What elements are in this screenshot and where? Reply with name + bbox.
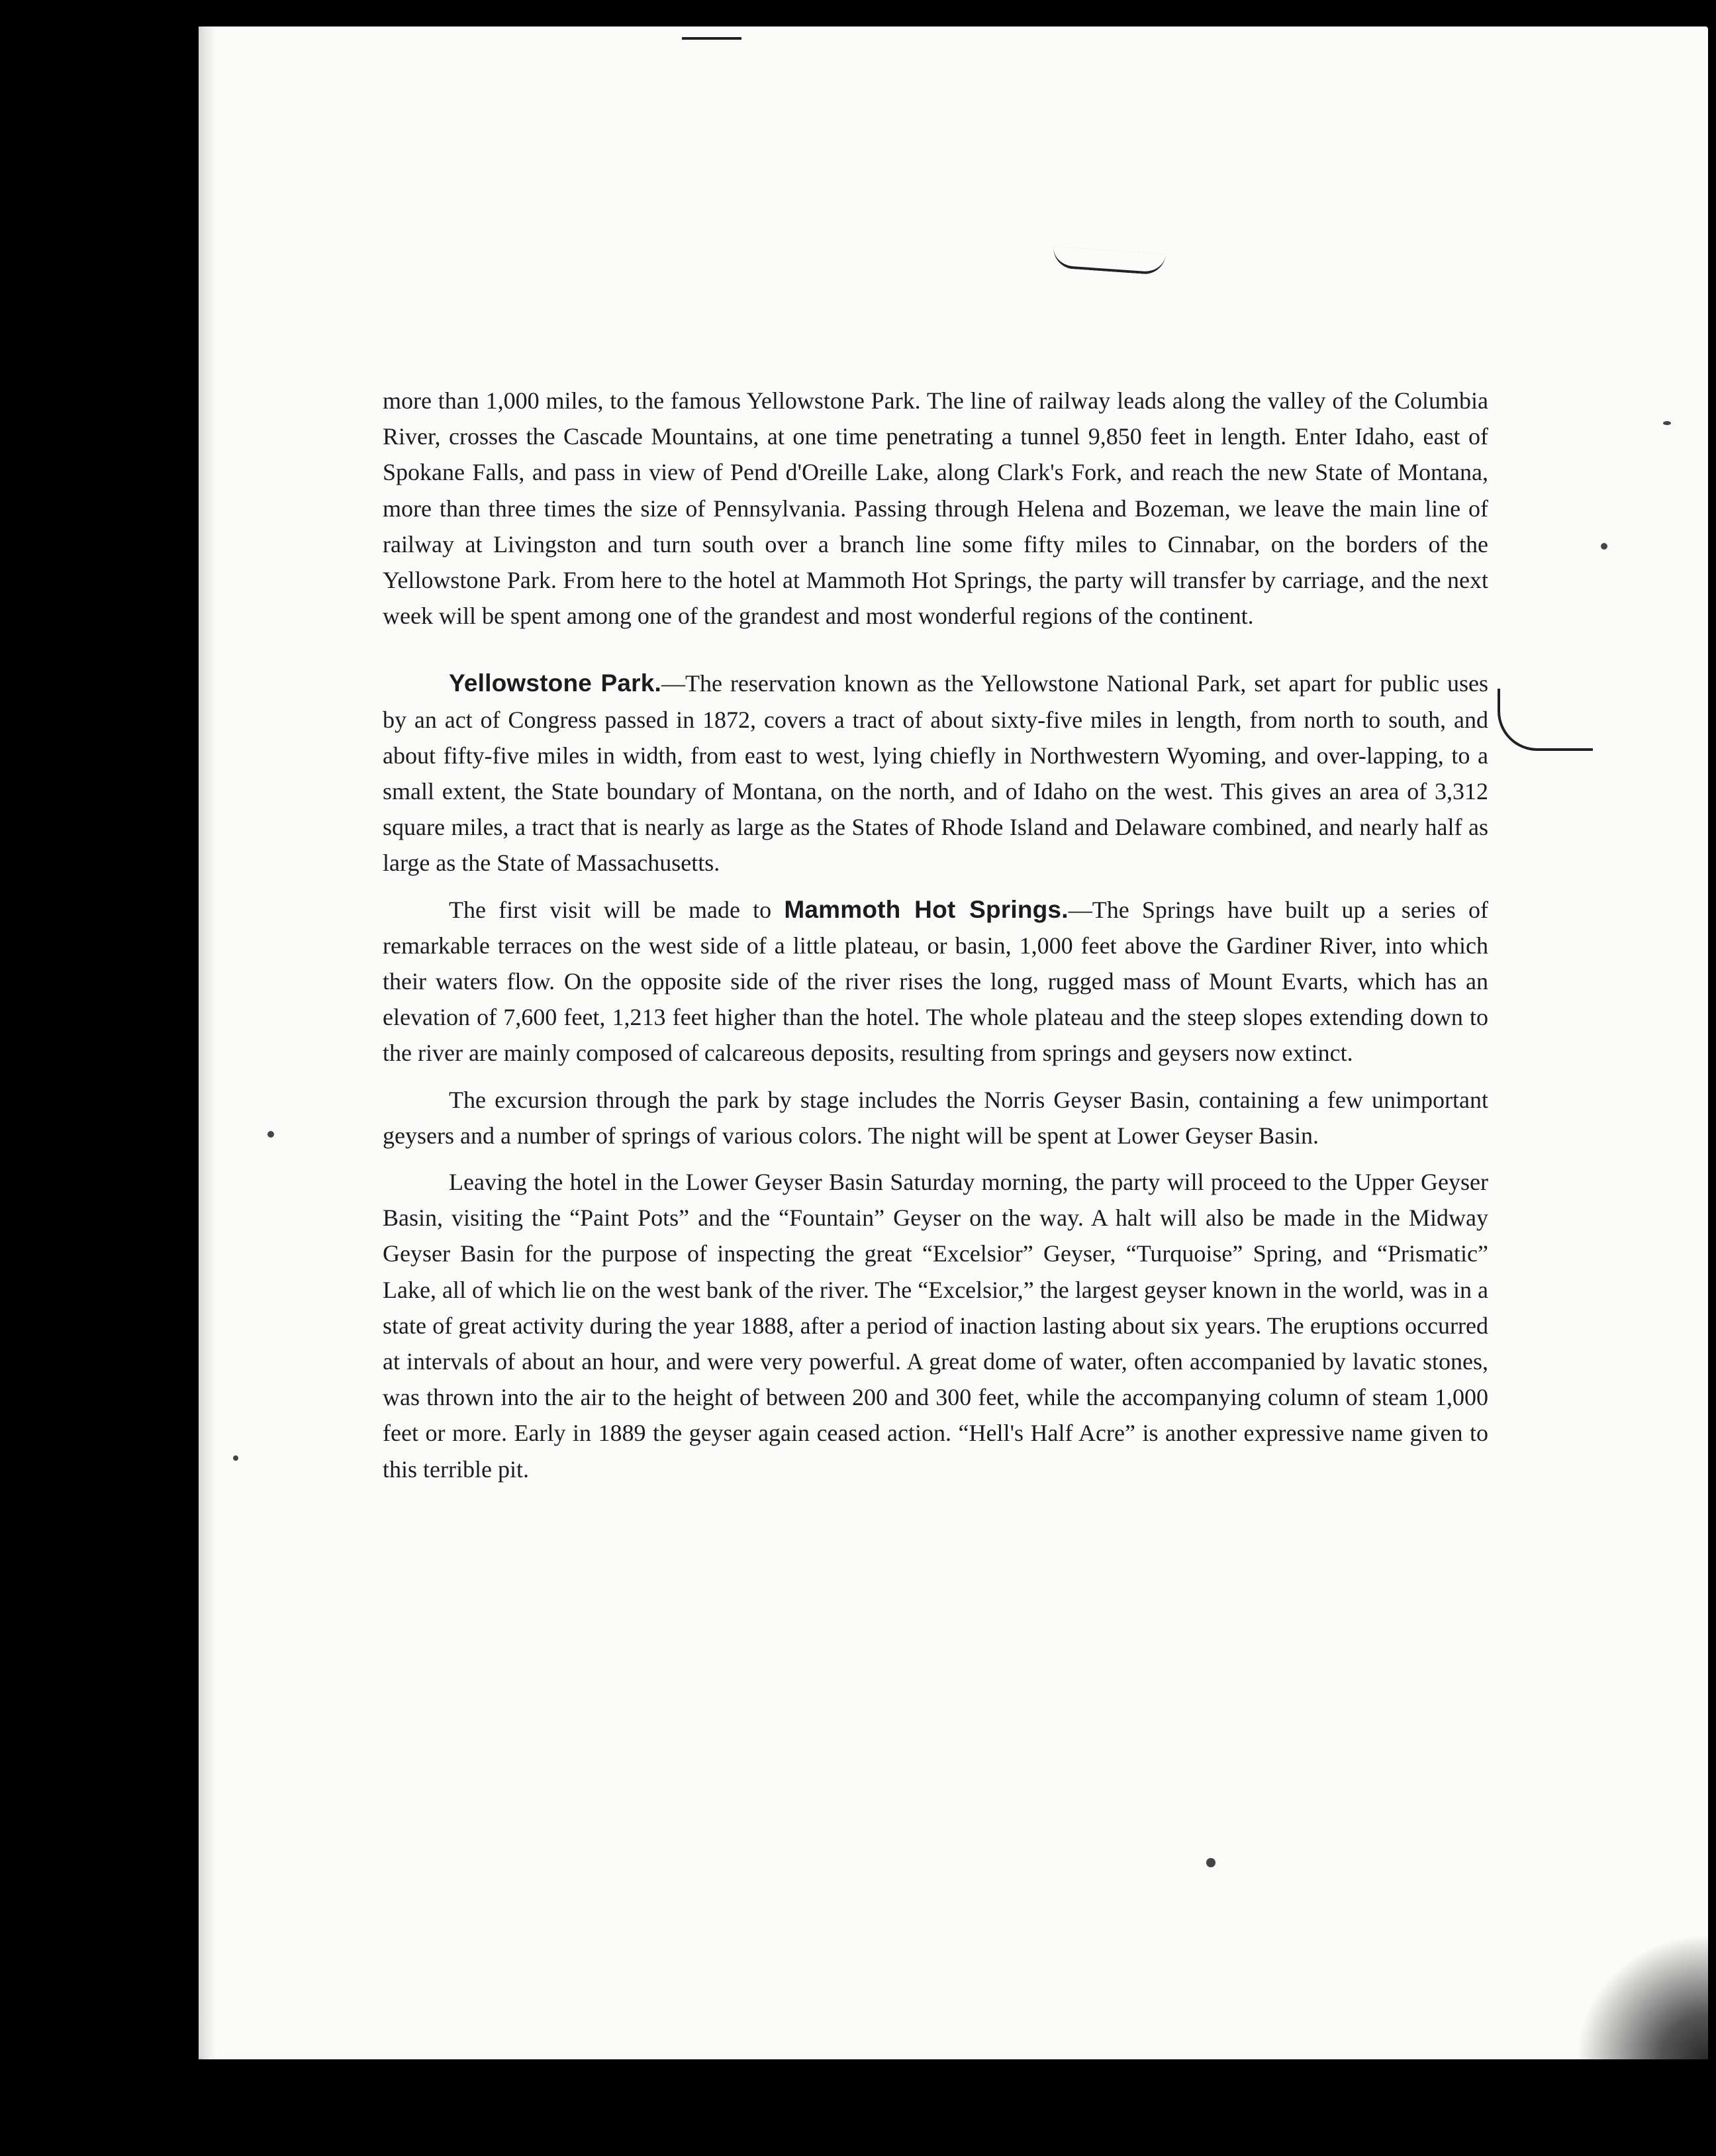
paragraph-yellowstone-text: —The reservation known as the Yellowstone National Park, set apart for public uses by an act of Congress passed in 1872, covers a tract of about sixty-five miles in length, from north to south, and about fifty-five miles in width, from east to west, lying chiefly in Northwestern Wyoming, and over-lapping, to a small extent, the State boundary of Montana, on the north, and of Idaho on the west. This gives an area of 3,312 square miles, a tract that is nearly as large as the States of Rhode Island and Delaware combined, and nearly half as large as the State of Massachusetts.: [383, 670, 1488, 877]
speck: [267, 1131, 274, 1138]
section-heading-mammoth-hot-springs: Mammoth Hot Springs.: [784, 895, 1069, 923]
speck: [1601, 543, 1607, 550]
pencil-bracket-right: [1498, 689, 1593, 751]
paragraph-mammoth-intro: The first visit will be made to: [449, 896, 785, 923]
page-corner-shadow: [1576, 1934, 1708, 2059]
speck: [1206, 1858, 1216, 1867]
page-edge-shadow: [199, 26, 216, 2059]
document-body: [383, 383, 1488, 1487]
paragraph-yellowstone-park: [383, 665, 1488, 881]
paragraph-excursion: The excursion through the park by stage includes the Norris Geyser Basin, containing a few unimportant geysers and a number of springs of various colors. The night will be spent at Lower Geyser Basin.: [383, 1086, 1488, 1149]
paragraph-mammoth-text: —The Springs have built up a series of remarkable terraces on the west side of a little plateau, or basin, 1,000 feet above the Gardiner River, into which their waters flow. On the opposite side of the river rises the long, rugged mass of Mount Evarts, which has an elevation of 7,600 feet, 1,213 feet higher than the hotel. The whole plateau and the steep slopes extending down to the river are mainly composed of calcareous deposits, resulting from springs and geysers now extinct.: [383, 896, 1489, 1067]
speck: [1663, 421, 1671, 425]
dash-mark-top: [682, 37, 741, 40]
paragraph-mammoth-hot-springs: [383, 892, 1488, 1071]
paragraph-opening: more than 1,000 miles, to the famous Yellowstone Park. The line of railway leads along the valley of the Columbia River, crosses the Cascade Mountains, at one time penetrating a tunnel 9,850 feet in length. Enter Idaho, east of Spokane Falls, and pass in view of Pend d'Oreille Lake, along Clark's Fork, and reach the new State of Montana, more than three times the size of Pennsylvania. Passing through Helena and Bozeman, we leave the main line of railway at Livingston and turn south over a branch line some fifty miles to Cinnabar, on the borders of the Yellowstone Park. From here to the hotel at Mammoth Hot Springs, the party will transfer by carriage, and the next week will be spent among one of the grandest and most wonderful regions of the continent.: [383, 387, 1488, 630]
speck: [233, 1455, 238, 1461]
paragraph-upper-geyser-basin: Leaving the hotel in the Lower Geyser Basin Saturday morning, the party will proceed to the Upper Geyser Basin, visiting the “Paint Pots” and the “Fountain” Geyser on the way. A halt will also be made in the Midway Geyser Basin for the purpose of inspecting the great “Excelsior” Geyser, “Turquoise” Spring, and “Prismatic” Lake, all of which lie on the west bank of the river. The “Excelsior,” the largest geyser known in the world, was in a state of great activity during the year 1888, after a period of inaction lasting about six years. The eruptions occurred at intervals of about an hour, and were very powerful. A great dome of water, often accompanied by lavatic stones, was thrown into the air to the height of between 200 and 300 feet, while the accompanying column of steam 1,000 feet or more. Early in 1889 the geyser again ceased action. “Hell's Half Acre” is another expressive name given to this terrible pit.: [383, 1169, 1488, 1483]
section-heading-yellowstone-park: Yellowstone Park.: [449, 669, 661, 697]
